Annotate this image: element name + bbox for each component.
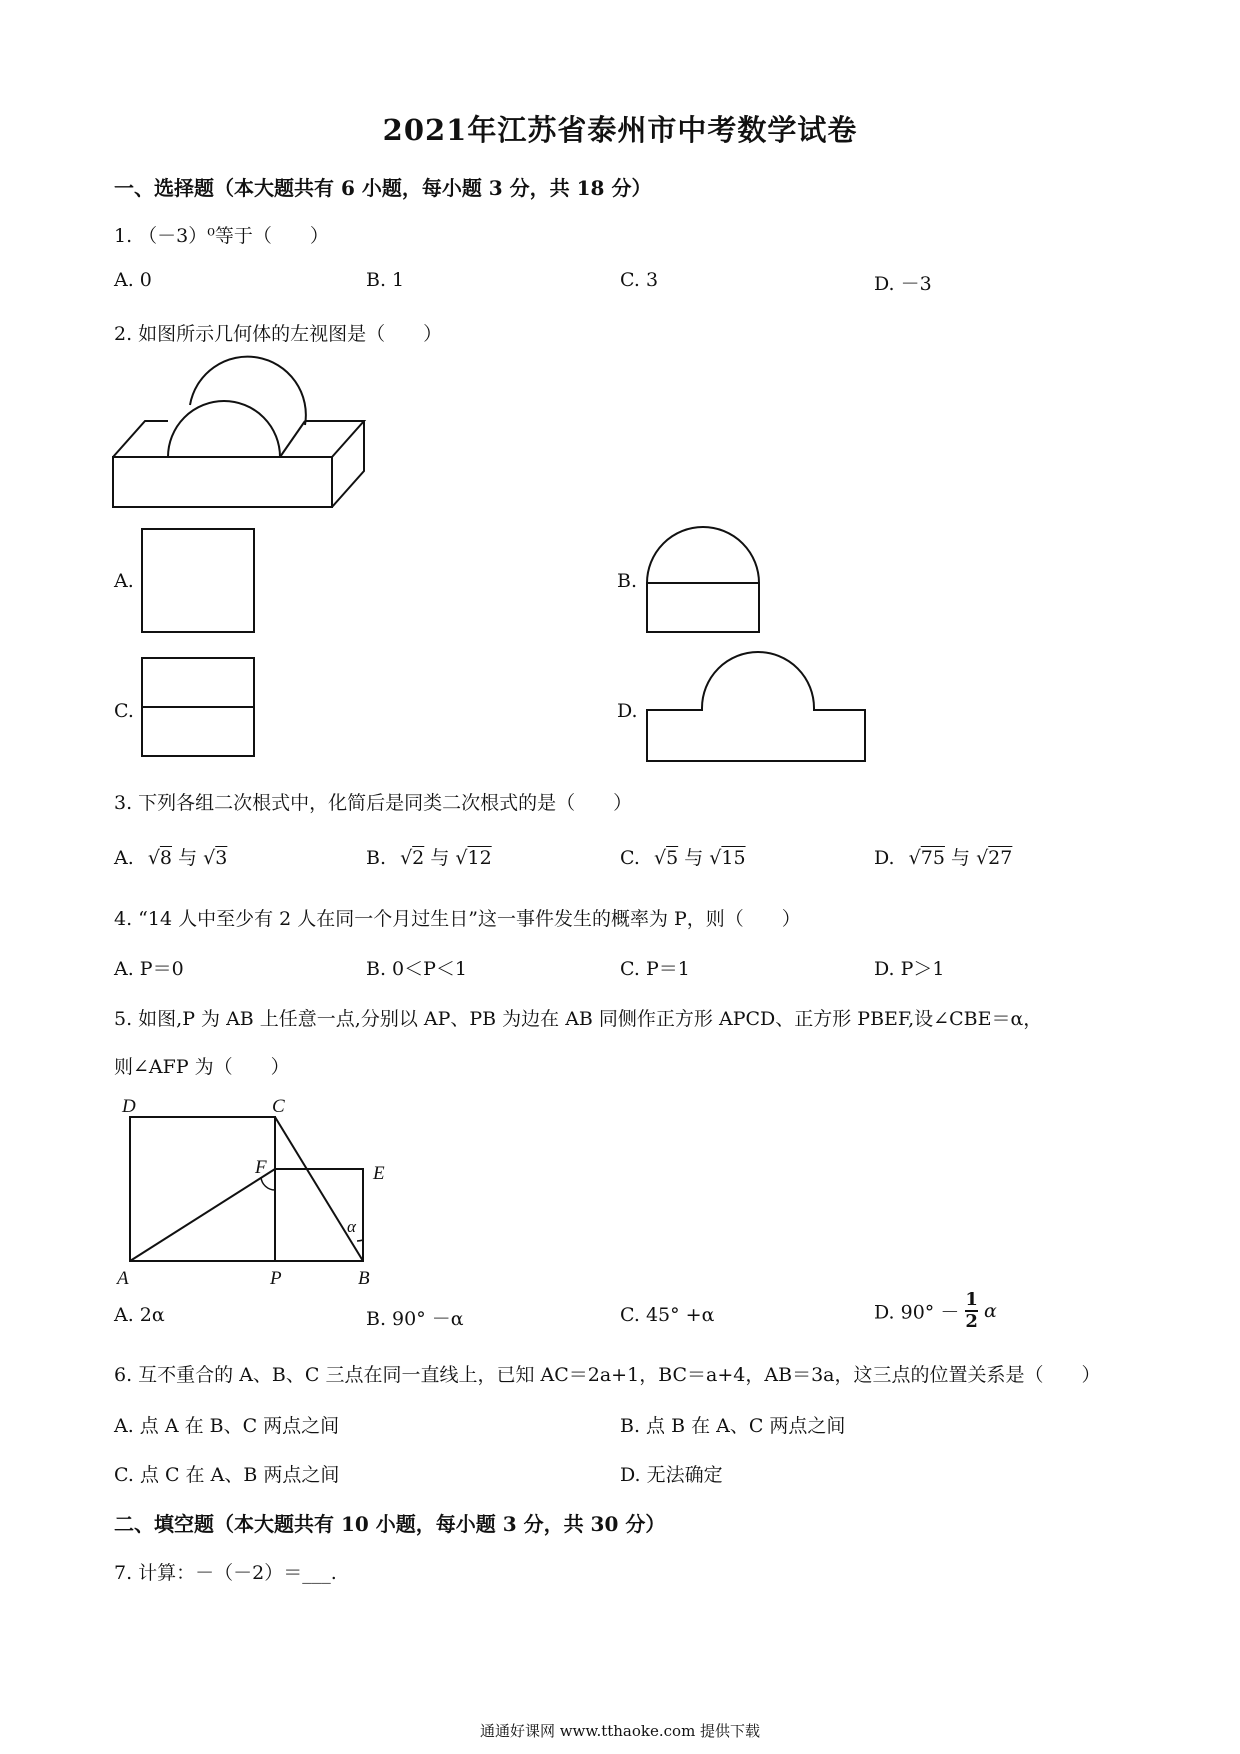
q3-option-a-label: A. [114, 847, 134, 869]
q3-connector: 与 [430, 847, 450, 869]
q3-connector: 与 [684, 847, 704, 869]
question-3-stem: 3. 下列各组二次根式中，化简后是同类二次根式的是（ ） [114, 792, 633, 814]
q2-option-d-label: D. [617, 700, 638, 722]
square-apcd [130, 1117, 275, 1261]
q6-option-d: D. 无法确定 [620, 1464, 723, 1486]
sqrt-symbol-icon: √ [203, 847, 216, 869]
q5-option-d-suffix: α [983, 1300, 997, 1322]
sqrt-symbol-icon: √ [147, 847, 160, 869]
q3-option-d-label: D. [874, 847, 895, 869]
footer-watermark: 通通好课网 www.tthaoke.com 提供下载 [479, 1722, 761, 1740]
sqrt-symbol-icon: √ [653, 847, 667, 869]
question-6-stem: 6. 互不重合的 A、B、C 三点在同一直线上，已知 AC＝2a+1，BC＝a+4，AB＝3a，这三点的位置关系是（ ） [114, 1364, 1101, 1386]
q2-option-a-label: A. [114, 570, 134, 592]
q3-option-d-radicand-2: 27 [988, 847, 1013, 869]
section-heading-fill-in: 二、填空题（本大题共有 10 小题，每小题 3 分，共 30 分） [114, 1512, 666, 1536]
q2-option-c-label: C. [114, 700, 134, 722]
q3-option-b-label: B. [366, 847, 387, 869]
sqrt-symbol-icon: √ [976, 847, 989, 869]
q5-option-d-prefix: D. 90° － [874, 1301, 960, 1324]
question-7-stem: 7. 计算：－（－2）＝___. [114, 1562, 337, 1584]
fraction-one-half [965, 1290, 978, 1332]
question-5-stem-line-1: 5. 如图,P 为 AB 上任意一点,分别以 AP、PB 为边在 AB 同侧作正方形 APCD、正方形 PBEF,设∠CBE＝α， [114, 1008, 1043, 1030]
q3-option-d-radicand-1: 75 [920, 847, 945, 869]
q6-option-a: A. 点 A 在 B、C 两点之间 [114, 1415, 340, 1437]
label-f: F [255, 1157, 267, 1178]
label-p: P [270, 1268, 282, 1289]
label-c: C [272, 1096, 285, 1117]
question-5-stem-line-2: 则∠AFP 为（ ） [114, 1056, 290, 1078]
sqrt-symbol-icon: √ [400, 847, 413, 869]
q6-option-c: C. 点 C 在 A、B 两点之间 [114, 1464, 340, 1486]
q1-option-c: C. 3 [620, 269, 659, 291]
segment-cb [275, 1117, 363, 1261]
square-pbef [275, 1169, 363, 1261]
q2-option-b-label: B. [617, 570, 638, 592]
q3-option-c-radicand-2: 15 [721, 847, 746, 869]
sqrt-symbol-icon: √ [455, 847, 468, 869]
q5-option-b: B. 90° －α [366, 1308, 464, 1330]
q1-option-b: B. 1 [366, 269, 405, 291]
q3-option-b-radicand-2: 12 [467, 847, 492, 869]
q4-option-c: C. P＝1 [620, 958, 690, 980]
fraction-denominator: 2 [965, 1311, 978, 1332]
angle-alpha-arc [357, 1240, 363, 1241]
q5-option-d [874, 1290, 997, 1332]
page-title: 2021年江苏省泰州市中考数学试卷 [382, 113, 858, 147]
q3-connector: 与 [951, 847, 971, 869]
q3-connector: 与 [178, 847, 198, 869]
section-heading-choice: 一、选择题（本大题共有 6 小题，每小题 3 分，共 18 分） [114, 176, 652, 200]
sqrt-symbol-icon: √ [908, 847, 921, 869]
q4-option-b: B. 0＜P＜1 [366, 958, 468, 980]
angle-afp-arc [261, 1177, 275, 1190]
label-d: D [122, 1096, 136, 1117]
fraction-numerator: 1 [965, 1289, 978, 1310]
q1-option-a: A. 0 [114, 269, 152, 291]
q3-option-a-radicand-2: 3 [215, 847, 228, 869]
label-alpha: α [347, 1217, 356, 1236]
segment-af [130, 1169, 275, 1261]
question-1-stem: 1. （－3）⁰等于（ ） [114, 225, 329, 247]
q4-option-d: D. P＞1 [874, 958, 945, 980]
question-2-stem: 2. 如图所示几何体的左视图是（ ） [114, 323, 443, 345]
q6-option-b: B. 点 B 在 A、C 两点之间 [620, 1415, 846, 1437]
q4-option-a: A. P＝0 [114, 958, 184, 980]
sqrt-symbol-icon: √ [709, 847, 722, 869]
q3-option-c-radicand-1: 5 [666, 847, 679, 869]
question-4-stem: 4. “14 人中至少有 2 人在同一个月过生日”这一事件发生的概率为 P，则（ ） [114, 908, 801, 930]
q3-option-a-radicand-1: 8 [159, 847, 173, 869]
q5-option-a: A. 2α [114, 1304, 165, 1326]
q3-option-c-label: C. [620, 847, 640, 869]
q5-option-c: C. 45° +α [620, 1304, 715, 1326]
label-a: A [117, 1268, 129, 1289]
label-e: E [373, 1163, 385, 1184]
q3-option-b-radicand-1: 2 [412, 847, 425, 869]
q1-option-d: D. －3 [874, 273, 932, 295]
label-b: B [358, 1268, 370, 1289]
